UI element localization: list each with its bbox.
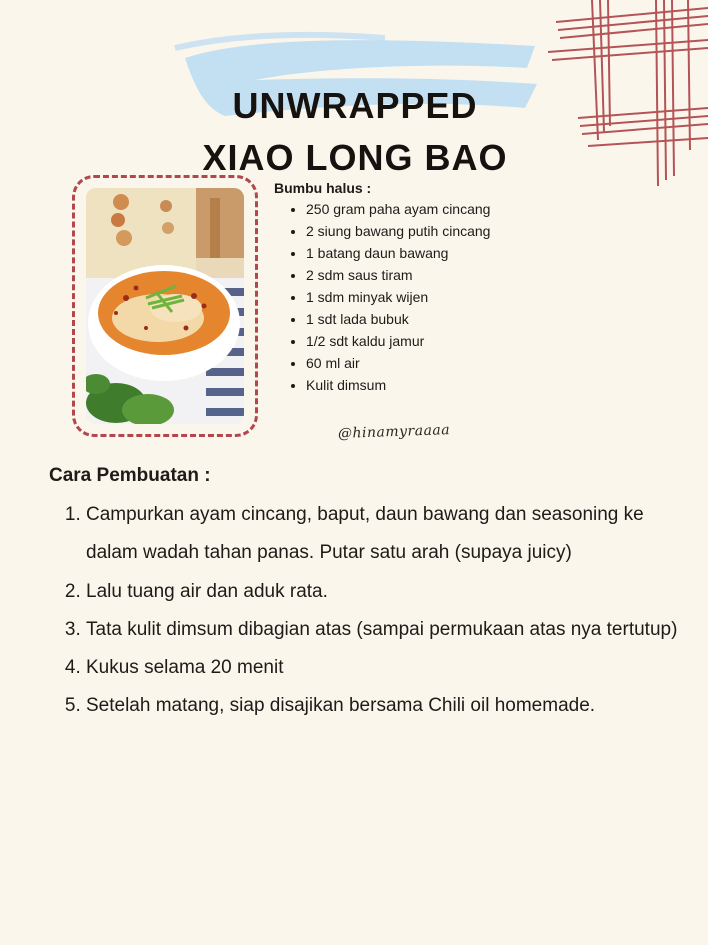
author-signature: @hinamyraaaa (337, 422, 451, 442)
step-item: 5. Setelah matang, siap disajikan bersama Chili oil homemade. (86, 687, 686, 725)
ingredient-item: • 250 gram paha ayam cincang (306, 198, 574, 220)
ingredient-item: • 1/2 sdt kaldu jamur (306, 330, 574, 352)
ingredient-item: • 60 ml air (306, 352, 574, 374)
title-line-2: XIAO LONG BAO (202, 137, 508, 178)
ingredient-item: • 1 batang daun bawang (306, 242, 574, 264)
steps-list (60, 496, 686, 726)
ingredient-item: • 1 sdm minyak wijen (306, 286, 574, 308)
ingredient-item: • 1 sdt lada bubuk (306, 308, 574, 330)
ingredients-list (274, 198, 574, 396)
ingredients-title: Bumbu halus : (274, 180, 372, 196)
steps-title: Cara Pembuatan : (49, 465, 211, 486)
step-item: 3. Tata kulit dimsum dibagian atas (sampai permukaan atas nya tertutup) (86, 611, 686, 649)
ingredient-item: • 2 siung bawang putih cincang (306, 220, 574, 242)
ingredient-item: • Kulit dimsum (306, 374, 574, 396)
step-item: 1. Campurkan ayam cincang, baput, daun bawang dan seasoning ke dalam wadah tahan panas. Putar satu arah (supaya juicy) (86, 496, 686, 573)
ingredient-item: • 2 sdm saus tiram (306, 264, 574, 286)
title-block (165, 28, 545, 178)
photo-frame (72, 175, 258, 437)
soup-bowl-photo (86, 188, 244, 424)
page-title (165, 80, 545, 184)
step-item: 4. Kukus selama 20 menit (86, 649, 686, 687)
plaid-decoration (518, 0, 708, 190)
step-item: 2. Lalu tuang air dan aduk rata. (86, 573, 686, 611)
title-line-1: UNWRAPPED (232, 85, 478, 126)
ingredients-section (274, 180, 574, 396)
